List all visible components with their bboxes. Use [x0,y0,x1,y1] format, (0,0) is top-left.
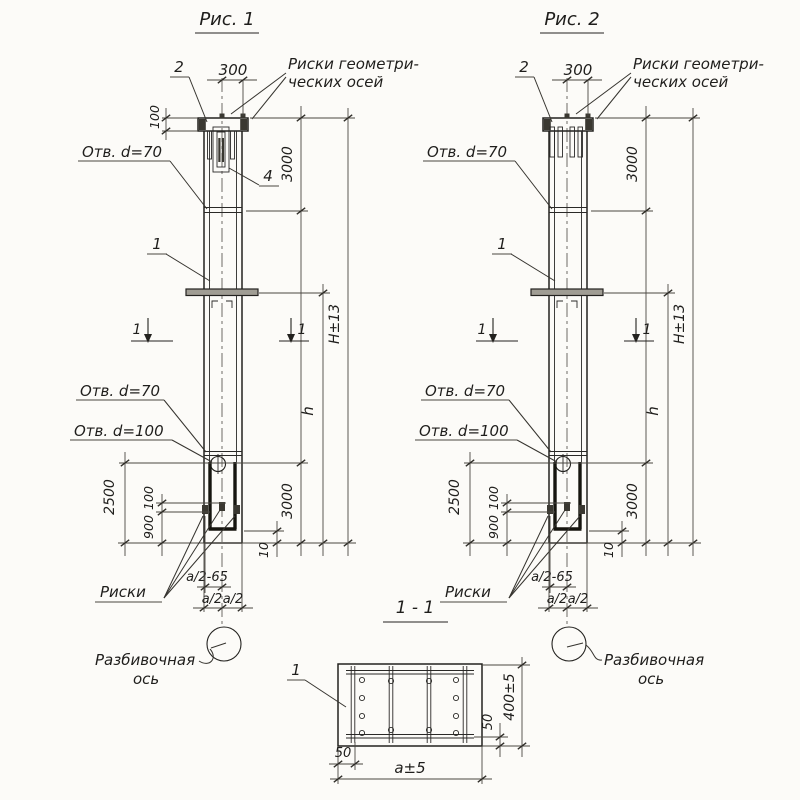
fig2-dim-a2-right: a/2 [567,592,589,607]
fig1-note-marks: Риски [100,583,146,601]
fig1-dim-300: 300 [218,61,248,79]
fig1-dim-h: h [299,406,317,416]
fig1-dim-a2-right: a/2 [222,592,244,607]
fig1-title: Рис. 1 [199,9,255,30]
fig2-dimensions [415,55,764,688]
fig1-note-axis-marks-1: Риски геометри- [288,55,419,73]
fig2-dim-2500: 2500 [447,479,463,515]
section-view-1-1 [287,598,530,784]
fig1-note-hole-axis: Отв. d=100 [74,422,164,440]
fig2-callout-2: 2 [519,58,529,76]
section-dim-width: a±5 [394,759,426,777]
fig2-dim-300: 300 [563,61,593,79]
fig1-console [186,289,258,296]
fig1-dim-100: 100 [141,486,156,510]
fig1-note-layout-axis-1: Разбивочная [95,651,196,669]
fig2-title: Рис. 2 [544,9,600,30]
fig2-dim-h: h [644,406,662,416]
fig1-dim-3000-bottom: 3000 [280,483,296,519]
fig1-dim-H: H±13 [327,303,343,345]
fig1-dim-10: 10 [256,542,271,558]
svg-text:1: 1 [297,322,307,338]
section-dimensions [287,657,530,784]
fig1-dim-a2-left: a/2 [201,592,223,607]
fig2-note-hole-top: Отв. d=70 [427,143,508,161]
fig2-note-hole-bottom: Отв. d=70 [425,382,506,400]
fig2-note-layout-axis-1: Разбивочная [604,651,705,669]
svg-text:1: 1 [132,322,142,338]
section-outline [338,664,482,746]
fig1-dim-a2-65: a/2-65 [186,570,228,585]
fig1-callout-1: 1 [152,235,162,253]
fig1-note-hole-bottom: Отв. d=70 [80,382,161,400]
fig2-dim-3000-bottom: 3000 [625,483,641,519]
fig1-callout-4: 4 [263,167,273,185]
fig2-note-marks: Риски [445,583,491,601]
fig2-dim-100: 100 [486,486,501,510]
section-dim-50-right: 50 [481,713,496,731]
section-title: 1 - 1 [395,598,435,618]
fig2-section-mark-left [476,318,518,343]
fig1-dim-900: 900 [141,515,156,539]
fig2-dim-3000-top: 3000 [625,146,641,182]
fig1-dimensions [70,55,419,688]
fig1-dim-2500: 2500 [102,479,118,515]
fig2-dim-10: 10 [601,542,616,558]
fig2-dim-a2-65: a/2-65 [531,570,573,585]
section-dim-height: 400±5 [502,673,518,721]
fig1-section-mark-right [279,318,309,343]
section-dim-50-left: 50 [334,746,352,761]
figure-2 [415,9,764,688]
fig2-callout-1: 1 [497,235,507,253]
fig1-note-axis-marks-2: ческих осей [288,73,384,91]
svg-text:1: 1 [642,322,652,338]
fig2-note-axis-marks-1: Риски геометри- [633,55,764,73]
fig2-dim-900: 900 [486,515,501,539]
fig1-note-layout-axis-2: ось [133,670,160,688]
svg-text:1: 1 [477,322,487,338]
fig2-note-axis-marks-2: ческих осей [633,73,729,91]
fig1-note-hole-top: Отв. d=70 [82,143,163,161]
fig2-dim-H: H±13 [672,303,688,345]
fig1-dim-100-cap: 100 [147,105,162,129]
section-callout-1: 1 [291,661,301,679]
fig2-note-layout-axis-2: ось [638,670,665,688]
fig1-callout-2: 2 [174,58,184,76]
fig2-section-mark-right [624,318,654,343]
fig1-dim-3000-top: 3000 [280,146,296,182]
fig1-section-mark-left [131,318,173,343]
fig2-console [531,289,603,296]
fig2-dim-a2-left: a/2 [546,592,568,607]
figure-1 [70,9,419,688]
fig2-note-hole-axis: Отв. d=100 [419,422,509,440]
